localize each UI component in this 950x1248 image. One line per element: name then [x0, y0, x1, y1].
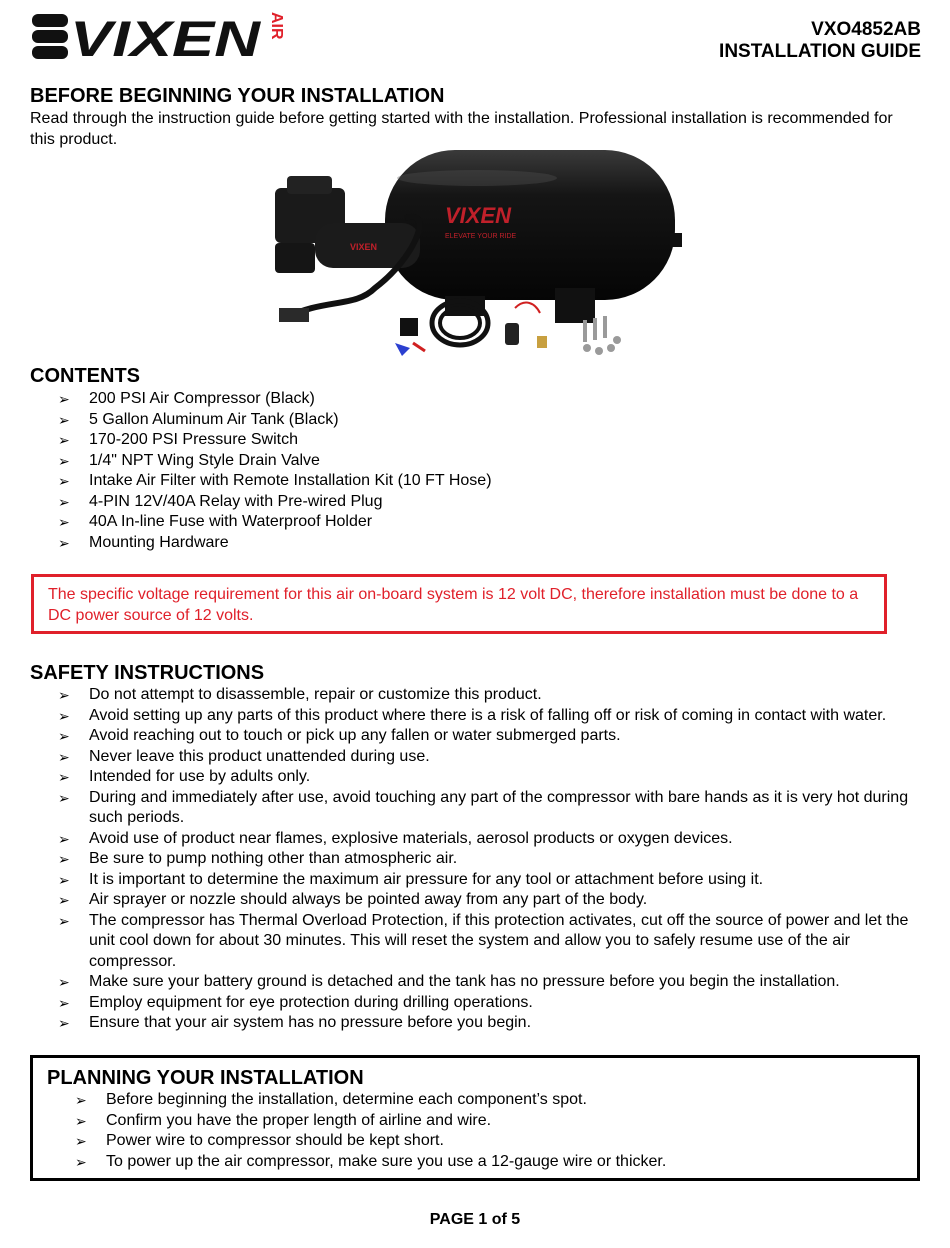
list-item: ➢ 4-PIN 12V/40A Relay with Pre-wired Plug [30, 492, 921, 513]
bullet-arrow-icon: ➢ [58, 830, 70, 847]
list-item: ➢ To power up the air compressor, make sure you use a 12-gauge wire or thicker. [47, 1152, 903, 1173]
list-item: ➢ Make sure your battery ground is detached and the tank has no pressure before you begin the installation. [30, 972, 921, 993]
list-item: ➢ 200 PSI Air Compressor (Black) [30, 389, 921, 410]
bullet-arrow-icon: ➢ [58, 748, 70, 765]
list-item: ➢ Intake Air Filter with Remote Installation Kit (10 FT Hose) [30, 471, 921, 492]
list-item: ➢ Employ equipment for eye protection during drilling operations. [30, 993, 921, 1014]
bullet-arrow-icon: ➢ [58, 851, 70, 867]
safety-section [30, 661, 921, 1034]
before-text: Read through the instruction guide before getting started with the installation. Professional installation is recommended for this product. [30, 110, 893, 148]
bullet-arrow-icon: ➢ [58, 871, 70, 888]
list-item: ➢ 5 Gallon Aluminum Air Tank (Black) [30, 410, 921, 431]
before-heading: BEFORE BEGINNING YOUR INSTALLATION [30, 85, 445, 107]
bullet-arrow-icon: ➢ [58, 1015, 70, 1031]
bullet-arrow-icon: ➢ [58, 534, 70, 551]
bullet-arrow-icon: ➢ [58, 707, 70, 724]
contents-section [30, 364, 921, 553]
voltage-warning-text: The specific voltage requirement for this air on-board system is 12 volt DC, therefore installation must be done to a DC power source of 12 volts. [48, 586, 859, 624]
planning-heading: PLANNING YOUR INSTALLATION [47, 1067, 364, 1089]
list-item: ➢ Power wire to compressor should be kept short. [47, 1131, 903, 1152]
list-item: ➢ Ensure that your air system has no pressure before you begin. [30, 1013, 921, 1034]
list-item: ➢ Intended for use by adults only. [30, 767, 921, 788]
tank-tagline-text: ELEVATE YOUR RIDE [445, 233, 517, 240]
list-item: ➢ During and immediately after use, avoid touching any part of the compressor with bare hands as it is very hot during such periods. [58, 788, 909, 826]
voltage-warning-box [31, 574, 887, 634]
list-item: ➢ Be sure to pump nothing other than atmospheric air. [30, 849, 921, 870]
bullet-arrow-icon: ➢ [75, 1092, 87, 1108]
safety-list [30, 685, 921, 1034]
list-item: ➢ Avoid reaching out to touch or pick up any fallen or water submerged parts. [30, 726, 921, 747]
list-item: ➢ The compressor has Thermal Overload Protection, if this protection activates, cut off the source of power and let the unit cool down for about 30 minutes. This will reset the system and allow you to safely resume use of the air compressor. [58, 911, 909, 970]
vixen-air-logo [30, 8, 290, 63]
product-image [265, 148, 690, 363]
list-item: ➢ Confirm you have the proper length of airline and wire. [47, 1111, 903, 1132]
list-item: ➢ Air sprayer or nozzle should always be pointed away from any part of the body. [30, 890, 921, 911]
page-number: PAGE 1 of 5 [429, 1211, 521, 1228]
logo-air-text: AIR [268, 12, 285, 40]
before-section [30, 84, 921, 150]
safety-heading: SAFETY INSTRUCTIONS [30, 662, 265, 684]
bullet-arrow-icon: ➢ [58, 789, 70, 806]
bullet-arrow-icon: ➢ [58, 892, 70, 908]
model-number: VXO4852AB [811, 19, 921, 40]
list-item: ➢ Never leave this product unattended during use. [30, 747, 921, 768]
bullet-arrow-icon: ➢ [58, 728, 70, 744]
list-item: ➢ Before beginning the installation, determine each component’s spot. [47, 1090, 903, 1111]
list-item: ➢ Do not attempt to disassemble, repair or customize this product. [30, 685, 921, 706]
list-item: ➢ Mounting Hardware [30, 533, 921, 554]
list-item: ➢ Avoid use of product near flames, explosive materials, aerosol products or oxygen devices. [30, 829, 921, 850]
list-item: ➢ 40A In-line Fuse with Waterproof Holder [30, 512, 921, 533]
doc-title: INSTALLATION GUIDE [719, 41, 921, 62]
bullet-arrow-icon: ➢ [58, 493, 70, 510]
bullet-arrow-icon: ➢ [58, 452, 70, 469]
bullet-arrow-icon: ➢ [75, 1133, 87, 1149]
bullet-arrow-icon: ➢ [58, 514, 70, 530]
contents-list [30, 389, 921, 553]
bullet-arrow-icon: ➢ [75, 1153, 87, 1170]
logo-brand-text: VIXEN [70, 11, 262, 63]
list-item: ➢ 1/4" NPT Wing Style Drain Valve [30, 451, 921, 472]
doc-header [719, 19, 921, 63]
bullet-arrow-icon: ➢ [58, 974, 70, 990]
bullet-arrow-icon: ➢ [58, 912, 70, 929]
planning-list [47, 1090, 903, 1172]
bullet-arrow-icon: ➢ [58, 769, 70, 785]
bullet-arrow-icon: ➢ [58, 994, 70, 1011]
bullet-arrow-icon: ➢ [58, 411, 70, 428]
list-item: ➢ It is important to determine the maximum air pressure for any tool or attachment before using it. [30, 870, 921, 891]
list-item: ➢ Avoid setting up any parts of this product where there is a risk of falling off or risk of coming in contact with water. [30, 706, 921, 727]
bullet-arrow-icon: ➢ [58, 432, 70, 448]
bullet-arrow-icon: ➢ [58, 473, 70, 489]
list-item: ➢ 170-200 PSI Pressure Switch [30, 430, 921, 451]
tank-logo-text: VIXEN [445, 203, 512, 228]
planning-box [30, 1055, 920, 1181]
bullet-arrow-icon: ➢ [58, 391, 70, 407]
bullet-arrow-icon: ➢ [58, 687, 70, 703]
bullet-arrow-icon: ➢ [75, 1112, 87, 1129]
svg-text:VIXEN: VIXEN [350, 242, 378, 252]
contents-heading: CONTENTS [30, 365, 140, 387]
